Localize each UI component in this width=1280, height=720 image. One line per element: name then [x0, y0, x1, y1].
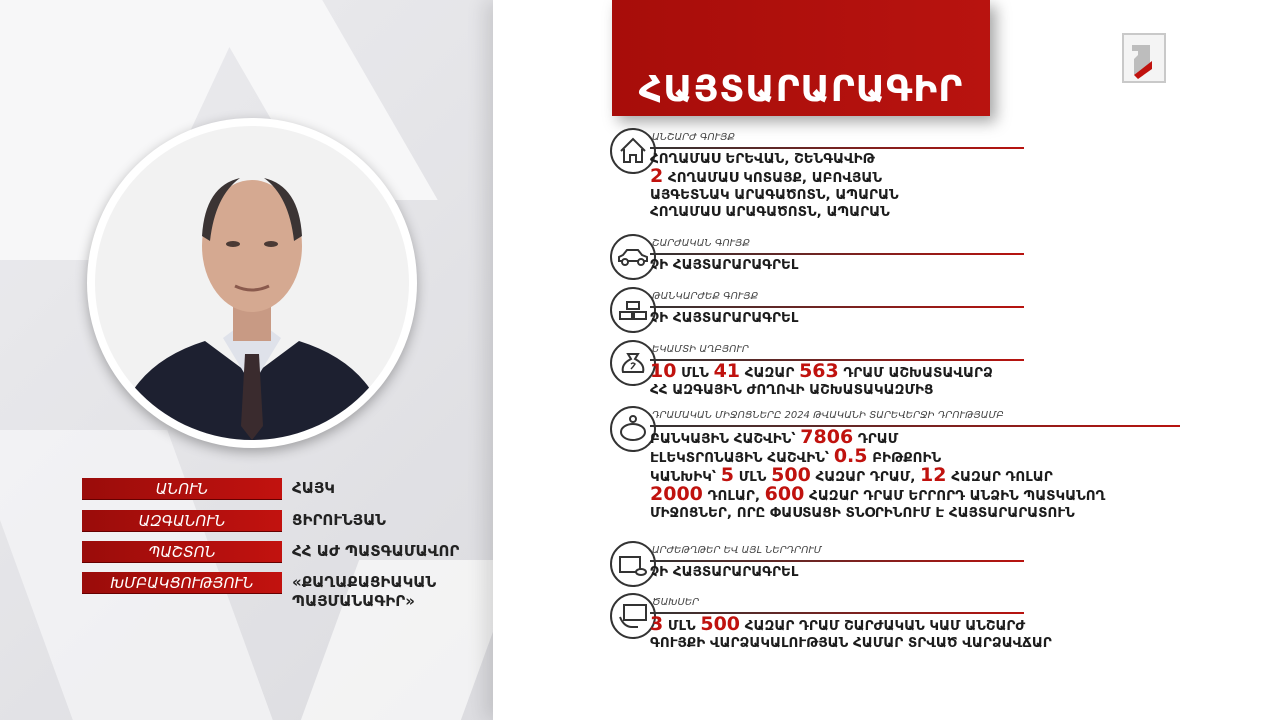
line-text: ԲԱՆԿԱՅԻՆ ՀԱՇՎԻՆ՝ — [650, 431, 801, 447]
profile-label: ԱԶԳԱՆՈՒՆ — [82, 510, 282, 532]
highlighted-number: 3 — [650, 613, 664, 635]
section-line — [650, 187, 899, 204]
highlighted-number: 600 — [764, 483, 805, 505]
section-line — [650, 464, 1105, 486]
section-caption: ԵԿԱՄՏԻ ԱՂԲՅՈՒՐ — [652, 344, 749, 355]
line-text: ՉԻ ՀԱՅՏԱՐԱՐԱԳՐԵԼ — [650, 310, 799, 326]
line-text: ԳՈՒՅՔԻ ՎԱՐՁԱԿԱԼՈՒԹՅԱՆ ՀԱՄԱՐ ՏՐՎԱԾ ՎԱՐՁԱՎՃԱՐ — [650, 635, 1052, 651]
highlighted-number: 563 — [799, 360, 839, 382]
line-text: ԴՐԱՄ — [853, 431, 899, 447]
line-text: ՀԱԶԱՐ ԴՐԱՄ ՇԱՐԺԱԿԱՆ ԿԱՄ ԱՆՇԱՐԺ — [740, 618, 1026, 634]
highlighted-number: 10 — [650, 360, 677, 382]
line-text: ԴՈԼԱՐ, — [702, 488, 765, 504]
section-line — [650, 204, 899, 221]
line-text: ՄԼՆ — [663, 618, 701, 634]
line-text: ԷԼԵԿՏՐՈՆԱՅԻՆ ՀԱՇՎԻՆ՝ — [650, 450, 834, 466]
portrait-photo — [87, 118, 417, 448]
divider — [650, 425, 1180, 427]
highlighted-number: 500 — [771, 464, 811, 486]
section-line — [650, 165, 899, 187]
section-line — [650, 635, 1052, 652]
section-line — [650, 445, 1105, 467]
section-line — [650, 613, 1052, 635]
highlighted-number: 0.5 — [833, 445, 868, 467]
profile-value: ՀԱՅԿ — [292, 479, 336, 497]
divider — [650, 253, 1024, 255]
divider — [650, 560, 1024, 562]
section-line — [650, 310, 798, 327]
line-text: ՀԱԶԱՐ — [740, 365, 800, 381]
line-text: ՀԱԶԱՐ ԴՐԱՄ, — [810, 469, 921, 485]
section-line — [650, 360, 993, 382]
line-text: ՉԻ ՀԱՅՏԱՐԱՐԱԳՐԵԼ — [650, 564, 799, 580]
line-text: ԴՐԱՄ ԱՇԽԱՏԱՎԱՐՁ — [838, 365, 993, 381]
section-caption: ԱՆՇԱՐԺ ԳՈՒՅՔ — [652, 132, 735, 143]
line-text: ՀՀ ԱԶԳԱՅԻՆ ԺՈՂՈՎԻ ԱՇԽԱՏԱԿԱԶՄԻՑ — [650, 382, 934, 398]
section-line — [650, 564, 798, 581]
profile-value: ՀՀ ԱԺ ՊԱՏԳԱՄԱՎՈՐ — [292, 542, 460, 560]
page-title: ՀԱՅՏԱՐԱՐԱԳԻՐ — [638, 69, 964, 110]
line-text: ՉԻ ՀԱՅՏԱՐԱՐԱԳՐԵԼ — [650, 257, 799, 273]
profile-label: ԽՄԲԱԿՑՈՒԹՅՈՒՆ — [82, 572, 282, 594]
divider — [650, 306, 1024, 308]
section-caption: ՇԱՐԺԱԿԱՆ ԳՈՒՅՔ — [652, 238, 750, 249]
line-text: ԱՅԳԵՏՆԱԿ ԱՐԱԳԱԾՈՏՆ, ԱՊԱՐԱՆ — [650, 187, 899, 203]
highlighted-number: 5 — [720, 464, 735, 486]
title-banner — [612, 0, 990, 116]
line-text: ՄԼՆ — [734, 469, 772, 485]
line-text: ՀՈՂԱՄԱՍ ԿՈՏԱՅՔ, ԱԲՈՎՅԱՆ — [663, 170, 882, 186]
line-text: ՀՈՂԱՄԱՍ ԵՐԵՎԱՆ, ՇԵՆԳԱՎԻԹ — [650, 151, 875, 167]
section-caption: ԾԱԽՍԵՐ — [652, 597, 700, 608]
line-text: ՀԱԶԱՐ ԴՐԱՄ ԵՐՐՈՐԴ ԱՆՁԻՆ ՊԱՏԿԱՆՈՂ — [804, 488, 1106, 504]
profile-value: ՑԻՐՈՒՆՅԱՆ — [292, 511, 387, 529]
channel-logo — [1122, 33, 1166, 83]
line-text: ՀՈՂԱՄԱՍ ԱՐԱԳԱԾՈՏՆ, ԱՊԱՐԱՆ — [650, 204, 890, 220]
section-caption: ԱՐԺԵԹՂԹԵՐ ԵՎ ԱՅԼ ՆԵՐԴՐՈՒՄ — [652, 545, 822, 556]
line-text: ՄԻՋՈՑՆԵՐ, ՈՐԸ ՓԱՍՏԱՑԻ ՏՆՕՐԻՆՈՒՄ Է ՀԱՅՏԱՐԱՐԱՏՈՒՆ — [650, 505, 1075, 521]
line-text: ՄԼՆ — [676, 365, 714, 381]
section-line — [650, 505, 1105, 522]
divider — [650, 147, 1024, 149]
section-line — [650, 426, 1105, 448]
highlighted-number: 41 — [713, 360, 741, 382]
line-text: ԿԱՆԽԻԿ՝ — [650, 469, 721, 485]
line-text: ԲԻԹՔՈԻՆ — [867, 450, 942, 466]
section-line — [650, 382, 993, 399]
highlighted-number: 500 — [700, 613, 741, 635]
profile-value: «ՔԱՂԱՔԱՑԻԱԿԱՆ ՊԱՅՄԱՆԱԳԻՐ» — [292, 573, 437, 610]
profile-label: ԱՆՈՒՆ — [82, 478, 282, 500]
section-caption: ԴՐԱՄԱԿԱՆ ՄԻՋՈՑՆԵՐԸ 2024 ԹՎԱԿԱՆԻ ՏԱՐԵՎԵՐՋԻ ԴՐՈՒԹՅԱՄԲ — [652, 410, 1004, 421]
section-caption: ԹԱՆԿԱՐԺԵՔ ԳՈՒՅՔ — [652, 291, 759, 302]
highlighted-number: 2000 — [650, 483, 703, 505]
line-text: ՀԱԶԱՐ ԴՈԼԱՐ — [946, 469, 1053, 485]
highlighted-number: 12 — [920, 464, 947, 486]
highlighted-number: 7806 — [800, 426, 854, 448]
section-line — [650, 257, 798, 274]
profile-label: ՊԱՇՏՈՆ — [82, 541, 282, 563]
section-line — [650, 151, 899, 168]
highlighted-number: 2 — [650, 165, 664, 187]
section-line — [650, 483, 1106, 505]
